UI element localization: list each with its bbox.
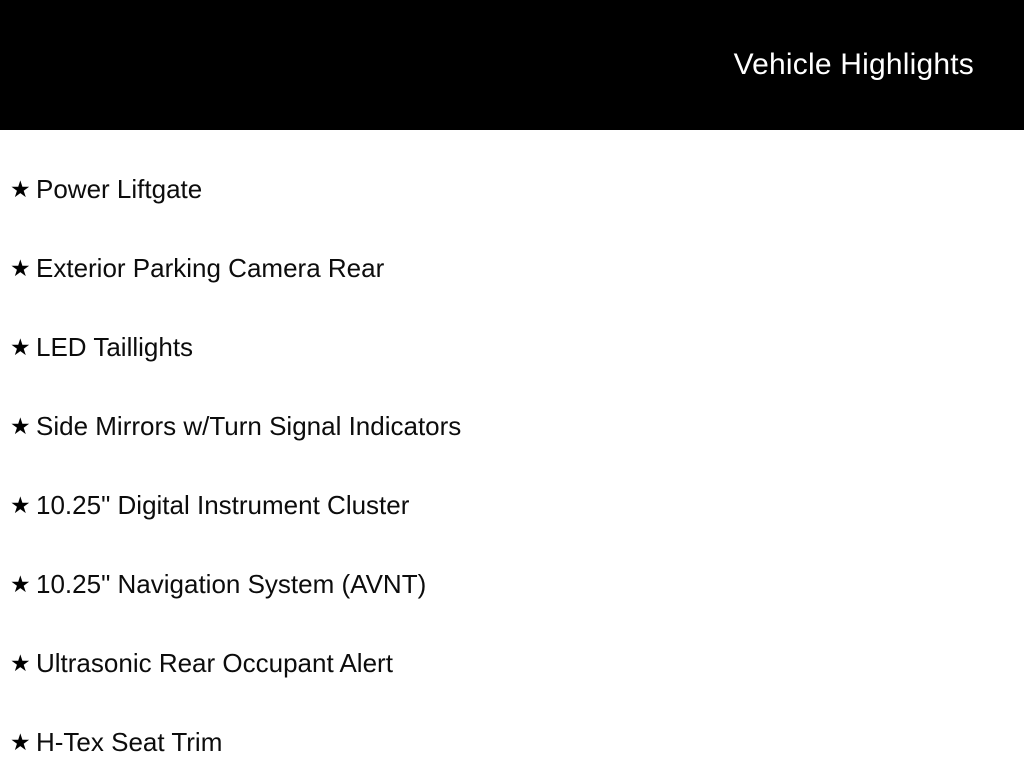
- list-item: [0, 624, 1024, 703]
- star-icon: ★: [10, 650, 31, 676]
- list-item-label: Power Liftgate: [36, 174, 203, 205]
- star-icon: ★: [10, 176, 31, 202]
- header-bar: [0, 0, 1024, 130]
- list-item: [0, 466, 1024, 545]
- vehicle-highlights-list: [0, 130, 1024, 768]
- star-icon: ★: [10, 255, 31, 281]
- list-item-label: 10.25" Navigation System (AVNT): [36, 569, 427, 600]
- list-item-label: LED Taillights: [36, 332, 194, 363]
- list-item-label: Side Mirrors w/Turn Signal Indicators: [36, 411, 462, 442]
- star-icon: ★: [10, 334, 31, 360]
- list-item: [0, 545, 1024, 624]
- list-item-label: H-Tex Seat Trim: [36, 727, 223, 758]
- page-title: Vehicle Highlights: [733, 48, 974, 81]
- list-item-label: Ultrasonic Rear Occupant Alert: [36, 648, 393, 679]
- list-item: [0, 229, 1024, 308]
- star-icon: ★: [10, 571, 31, 597]
- list-item: [0, 387, 1024, 466]
- list-item: [0, 703, 1024, 768]
- list-item: [0, 308, 1024, 387]
- list-item-label: 10.25" Digital Instrument Cluster: [36, 490, 410, 521]
- list-item-label: Exterior Parking Camera Rear: [36, 253, 385, 284]
- list-item: [0, 150, 1024, 229]
- star-icon: ★: [10, 413, 31, 439]
- star-icon: ★: [10, 729, 31, 755]
- star-icon: ★: [10, 492, 31, 518]
